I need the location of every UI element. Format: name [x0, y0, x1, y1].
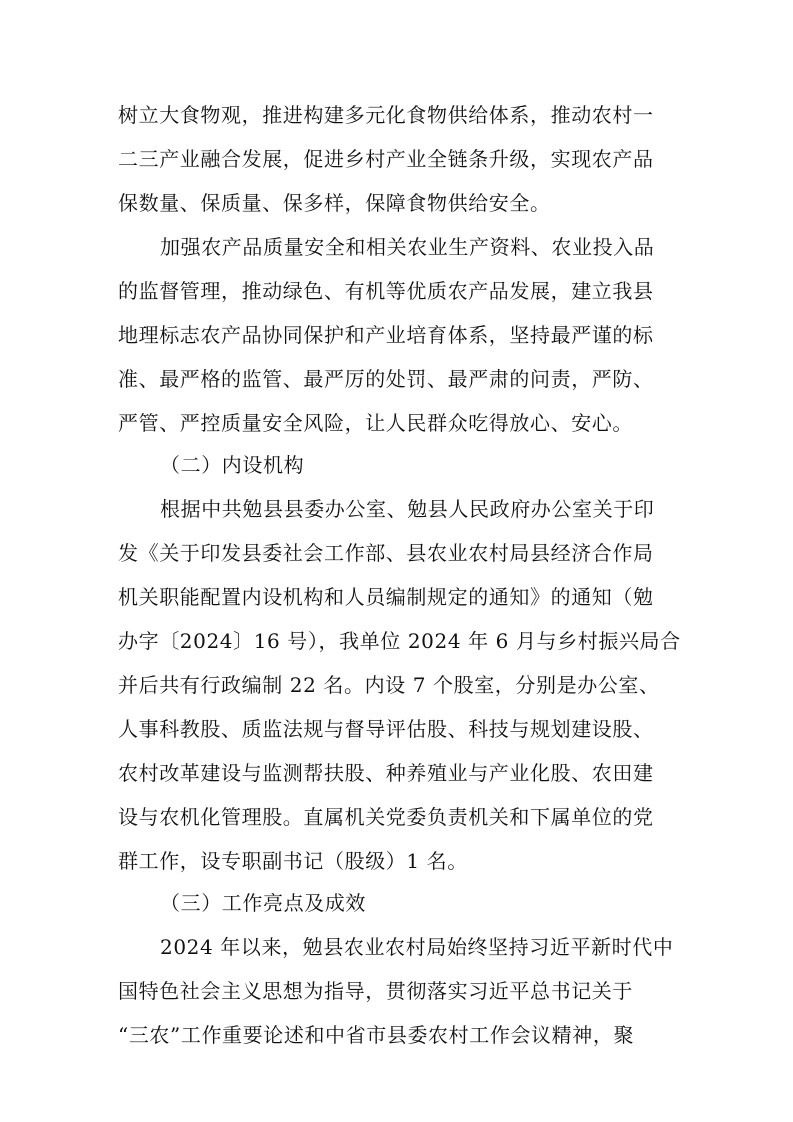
paragraph-line: 加强农产品质量安全和相关农业生产资料、农业投入品: [160, 235, 655, 259]
paragraph-line: “三农”工作重要论述和中省市县委农村工作会议精神，聚: [118, 1023, 635, 1047]
paragraph-line: 根据中共勉县县委办公室、勉县人民政府办公室关于印: [160, 497, 655, 521]
paragraph-line: 设与农机化管理股。直属机关党委负责机关和下属单位的党: [118, 805, 654, 829]
paragraph-line: 国特色社会主义思想为指导，贯彻落实习近平总书记关于: [118, 979, 633, 1003]
paragraph-line: 办字〔2024〕16 号），我单位 2024 年 6 月与乡村振兴局合: [118, 629, 681, 653]
section-heading: （二）内设机构: [160, 453, 305, 477]
paragraph-line: 群工作，设专职副书记（股级）1 名。: [118, 849, 468, 873]
paragraph-line: 发《关于印发县委社会工作部、县农业农村局县经济合作局: [118, 541, 654, 565]
paragraph-line: 人事科教股、质监法规与督导评估股、科技与规划建设股、: [118, 717, 654, 741]
paragraph-line: 准、最严格的监管、最严厉的处罚、最严肃的问责，严防、: [118, 367, 654, 391]
paragraph-line: 的监督管理，推动绿色、有机等优质农产品发展，建立我县: [118, 279, 654, 303]
paragraph-line: 树立大食物观，推进构建多元化食物供给体系，推动农村一: [118, 103, 654, 127]
paragraph-line: 严管、严控质量安全风险，让人民群众吃得放心、安心。: [118, 411, 633, 435]
paragraph-line: 机关职能配置内设机构和人员编制规定的通知》的通知（勉: [118, 585, 654, 609]
paragraph-line: 保数量、保质量、保多样，保障食物供给安全。: [118, 191, 551, 215]
paragraph-line: 二三产业融合发展，促进乡村产业全链条升级，实现农产品: [118, 147, 654, 171]
paragraph-line: 农村改革建设与监测帮扶股、种养殖业与产业化股、农田建: [118, 761, 654, 785]
section-heading: （三）工作亮点及成效: [160, 891, 366, 915]
paragraph-line: 并后共有行政编制 22 名。内设 7 个股室，分别是办公室、: [118, 673, 660, 697]
paragraph-line: 地理标志农产品协同保护和产业培育体系，坚持最严谨的标: [118, 323, 654, 347]
paragraph-line: 2024 年以来，勉县农业农村局始终坚持习近平新时代中: [160, 935, 674, 959]
